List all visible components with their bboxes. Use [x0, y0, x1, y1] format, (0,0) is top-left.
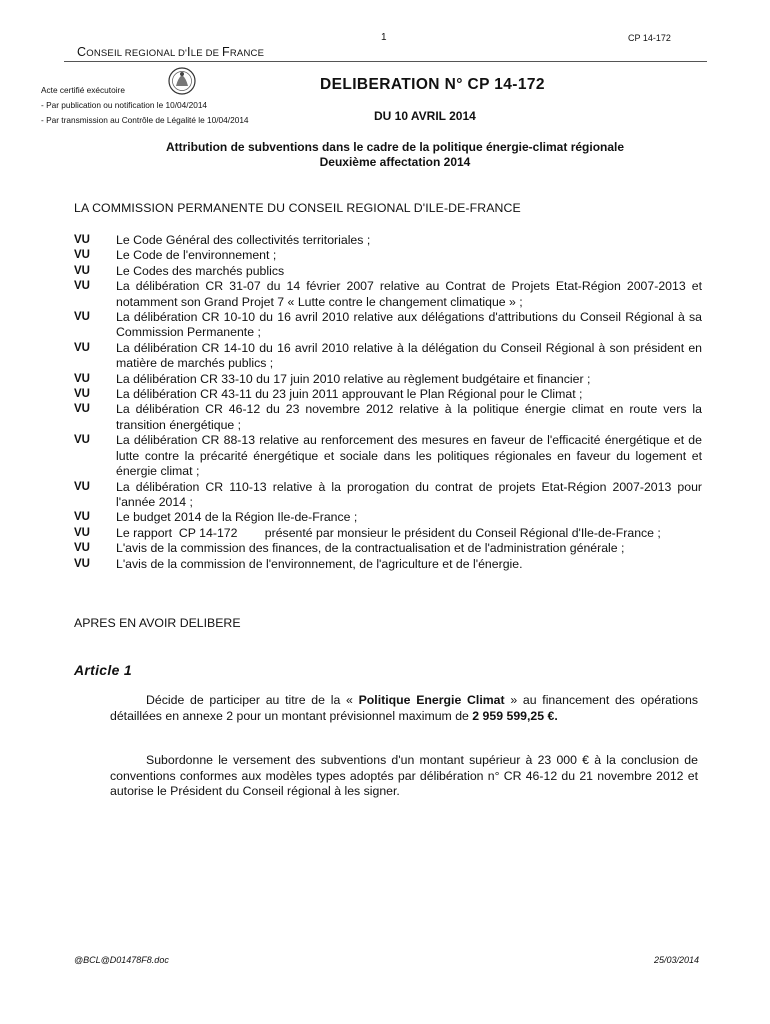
- vu-text: La délibération CR 88-13 relative au renforcement des mesures en faveur de l'efficacité énergétique et de lutte contre la précarité énergétique et sociale dans les politiques régionales en faveur du logement et énergie climat ;: [116, 433, 702, 479]
- vu-keyword: VU: [74, 388, 90, 401]
- vu-keyword: VU: [74, 311, 90, 324]
- document-reference: CP 14-172: [628, 33, 671, 43]
- vu-keyword: VU: [74, 249, 90, 262]
- vu-text: La délibération CR 33-10 du 17 juin 2010 relative au règlement budgétaire et financier ;: [116, 371, 591, 386]
- vu-text: L'avis de la commission des finances, de la contractualisation et de l'administration générale ;: [116, 541, 625, 556]
- vu-item: [74, 480, 702, 511]
- certification-block: [41, 83, 249, 128]
- certification-line: Acte certifié exécutoire: [41, 85, 125, 95]
- vu-text: L'avis de la commission de l'environnement, de l'agriculture et de l'énergie.: [116, 556, 523, 571]
- vu-keyword: VU: [74, 480, 90, 493]
- vu-text: Le rapport CP 14-172 présenté par monsieur le président du Conseil Régional d'Ile-de-France ;: [116, 525, 661, 540]
- footer-filename: @BCL@D01478F8.doc: [74, 955, 169, 965]
- vu-text: La délibération CR 10-10 du 16 avril 2010 relative aux délégations d'attributions du Conseil Régional à sa Commission Permanente ;: [116, 310, 702, 340]
- vu-item: [74, 279, 702, 310]
- vu-text: La délibération CR 46-12 du 23 novembre 2012 relative à la politique énergie climat en route vers la transition énergétique ;: [116, 402, 702, 432]
- subject-line: Attribution de subventions dans le cadre de la politique énergie-climat régionale: [165, 140, 625, 154]
- vu-item: [74, 248, 702, 263]
- amount: 2 959 599,25 €.: [472, 708, 558, 723]
- vu-item: [74, 341, 702, 372]
- vu-item: [74, 233, 702, 248]
- subject-line: Deuxième affectation 2014: [319, 155, 471, 169]
- certification-line: - Par transmission au Contrôle de Légalité le 10/04/2014: [41, 115, 249, 125]
- vu-item: [74, 526, 702, 541]
- vu-item: [74, 372, 702, 387]
- header-rule: [64, 61, 707, 62]
- vu-item: [74, 387, 702, 402]
- deliberation-date: DU 10 AVRIL 2014: [374, 109, 476, 123]
- article-paragraph: Décide de participer au titre de la « Politique Energie Climat » au financement des opérations détaillées en annexe 2 pour un montant prévisionnel maximum de 2 959 599,25 €.: [110, 693, 698, 723]
- vu-keyword: VU: [74, 403, 90, 416]
- vu-keyword: VU: [74, 511, 90, 524]
- vu-text: Le Codes des marchés publics: [116, 263, 285, 278]
- vu-text: La délibération CR 31-07 du 14 février 2007 relative au Contrat de Projets Etat-Région 2007-2013 et notamment son Grand Projet 7 « Lutte contre le changement climatique » ;: [116, 279, 702, 309]
- vu-item: [74, 310, 702, 341]
- vu-text: Le Code de l'environnement ;: [116, 248, 277, 263]
- policy-name: Politique Energie Climat: [358, 693, 505, 707]
- vu-keyword: VU: [74, 434, 90, 447]
- vu-text: La délibération CR 110-13 relative à la prorogation du contrat de projets Etat-Région 2007-2013 pour l'année 2014 ;: [116, 479, 702, 509]
- page-number: 1: [381, 32, 387, 43]
- vu-item: [74, 557, 702, 572]
- commission-heading: LA COMMISSION PERMANENTE DU CONSEIL REGIONAL D'ILE-DE-FRANCE: [74, 201, 521, 215]
- vu-keyword: VU: [74, 234, 90, 246]
- vu-keyword: VU: [74, 264, 90, 277]
- vu-keyword: VU: [74, 526, 90, 539]
- footer-date: 25/03/2014: [654, 955, 700, 965]
- vu-text: Le budget 2014 de la Région Ile-de-France ;: [116, 510, 358, 525]
- vu-text: La délibération CR 43-11 du 23 juin 2011 approuvant le Plan Régional pour le Climat ;: [116, 387, 583, 402]
- vu-keyword: VU: [74, 341, 90, 354]
- vu-item: [74, 510, 702, 525]
- vu-keyword: VU: [74, 372, 90, 385]
- vu-keyword: VU: [74, 557, 90, 570]
- certification-line: - Par publication ou notification le 10/04/2014: [41, 100, 208, 110]
- vu-keyword: VU: [74, 542, 90, 555]
- vu-item: [74, 433, 702, 479]
- vu-text: La délibération CR 14-10 du 16 avril 2010 relative à la délégation du Conseil Régional à son président en matière de marchés publics ;: [116, 340, 702, 371]
- apres-heading: APRES EN AVOIR DELIBERE: [74, 616, 241, 630]
- vu-keyword: VU: [74, 280, 90, 293]
- vu-item: [74, 541, 702, 556]
- vu-item: [74, 264, 702, 279]
- council-name: CONSEIL REGIONAL D'ILE DE FRANCE: [77, 45, 265, 59]
- article-paragraph: Subordonne le versement des subventions d'un montant supérieur à 23 000 € à la conclusion de conventions conformes aux modèles types adoptés par délibération n° CR 46-12 du 21 novembre 2012 et autorise le Président du Conseil régional à les signer.: [110, 753, 698, 798]
- article-heading: Article 1: [74, 662, 132, 678]
- vu-text: Le Code Général des collectivités territoriales ;: [116, 233, 371, 247]
- vu-list: [74, 233, 702, 572]
- subject-title: [70, 140, 720, 170]
- deliberation-title: DELIBERATION N° CP 14-172: [320, 76, 545, 93]
- vu-item: [74, 402, 702, 433]
